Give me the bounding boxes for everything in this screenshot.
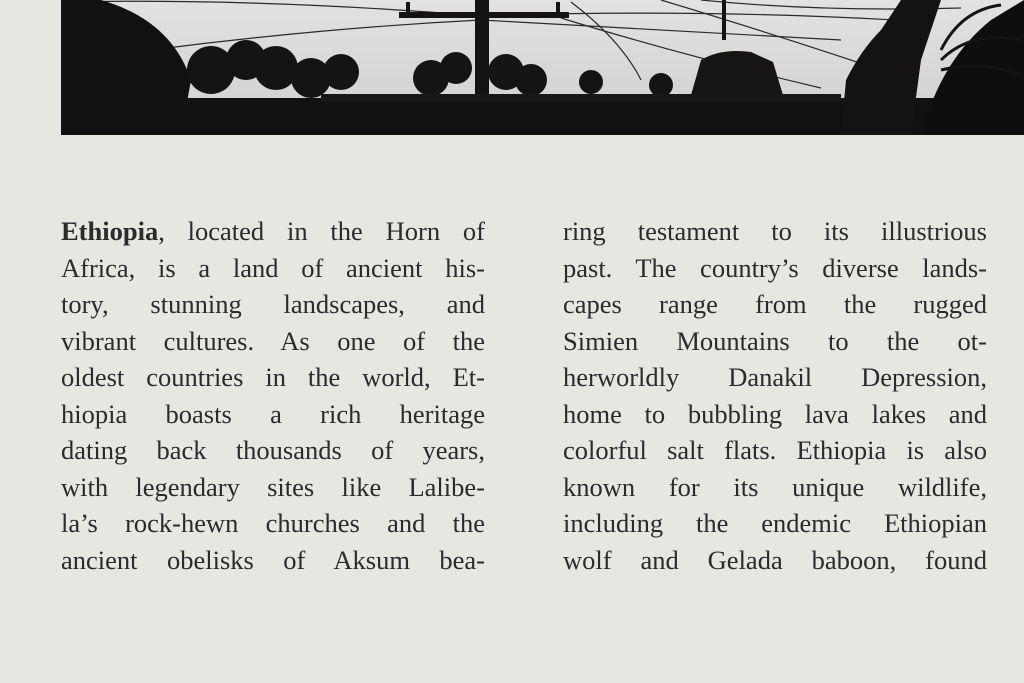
lead-word: Ethiopia: [61, 216, 159, 246]
text-line: herworldly Danakil Depression,: [563, 362, 987, 392]
text-line: ring testament to its illustrious: [563, 216, 987, 246]
text-line: [61, 213, 485, 250]
text-line: including the endemic Ethiopian: [563, 508, 987, 538]
text-fragment: , located in the Horn of: [158, 216, 485, 246]
text-line: ancient obelisks of Aksum bea-: [61, 544, 485, 575]
text-line: Simien Mountains to the ot-: [563, 325, 987, 356]
article-column-left: [61, 213, 485, 578]
text-line: dating back thousands of years,: [61, 435, 485, 465]
text-line: hiopia boasts a rich heritage: [61, 398, 485, 429]
text-line: colorful salt flats. Ethiopia is also: [563, 435, 987, 465]
text-line: tory, stunning landscapes, and: [61, 289, 485, 319]
article-column-right: [563, 213, 987, 578]
text-line: home to bubbling lava lakes and: [563, 398, 987, 429]
header-photo: [61, 0, 1024, 135]
text-line: la’s rock-hewn churches and the: [61, 508, 485, 538]
text-line: oldest countries in the world, Et-: [61, 362, 485, 392]
text-line: capes range from the rugged: [563, 289, 987, 319]
text-line: wolf and Gelada baboon, found: [563, 544, 987, 575]
text-line: Africa, is a land of ancient his-: [61, 252, 485, 283]
text-line: past. The country’s diverse lands-: [563, 252, 987, 283]
text-line: vibrant cultures. As one of the: [61, 325, 485, 356]
silhouette-landscape-image: [61, 0, 1024, 135]
text-line: known for its unique wildlife,: [563, 471, 987, 502]
text-line: with legendary sites like Lalibe-: [61, 471, 485, 502]
